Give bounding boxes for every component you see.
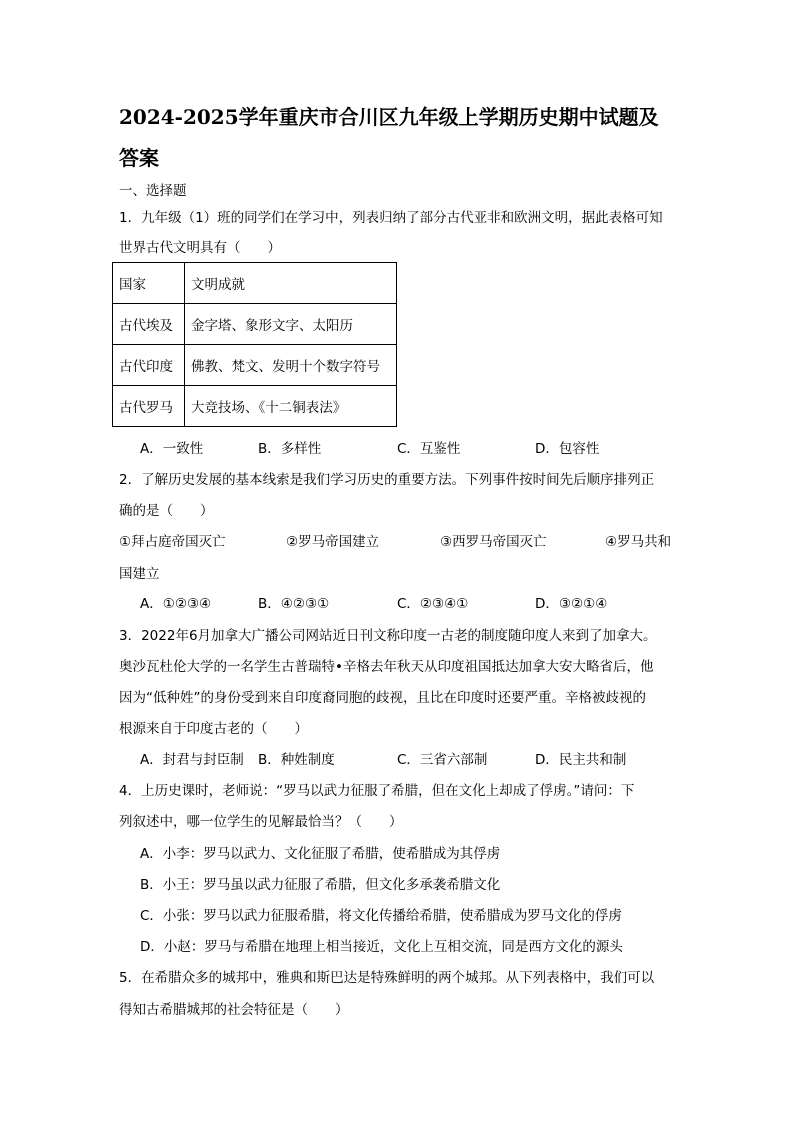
q3-option-b: B．种姓制度 xyxy=(258,752,335,768)
civilization-table xyxy=(112,262,397,427)
table-cell: 金字塔、象形文字、太阳历 xyxy=(185,304,397,345)
table-header-cell: 国家 xyxy=(113,263,185,304)
q3-option-d: D．民主共和制 xyxy=(535,752,627,768)
q2-option-a: A．①②③④ xyxy=(140,596,212,612)
table-cell: 古代印度 xyxy=(113,345,185,386)
q1-option-d: D．包容性 xyxy=(535,441,600,457)
q2-event-4-continued: 国建立 xyxy=(119,566,160,582)
table-cell: 大竞技场、《十二铜表法》 xyxy=(185,386,397,427)
q2-event-1: ①拜占庭帝国灭亡 xyxy=(119,534,226,550)
page-title: 2024-2025学年重庆市合川区九年级上学期历史期中试题及 xyxy=(119,105,659,129)
q2-option-c: C．②③④① xyxy=(397,596,469,612)
q2-event-2: ②罗马帝国建立 xyxy=(286,534,380,550)
table-header-row xyxy=(113,263,397,304)
section-heading: 一、选择题 xyxy=(119,183,187,199)
question-5-text-continued: 得知古希腊城邦的社会特征是（ ） xyxy=(119,1002,349,1018)
page-title-continued: 答案 xyxy=(119,146,159,170)
q2-option-d: D．③②①④ xyxy=(535,596,608,612)
q2-event-3: ③西罗马帝国灭亡 xyxy=(440,534,547,550)
question-4-text: 4．上历史课时，老师说：“罗马以武力征服了希腊，但在文化上却成了俘虏。”请问：下 xyxy=(119,783,635,799)
question-2-text: 2．了解历史发展的基本线索是我们学习历史的重要方法。下列事件按时间先后顺序排列正 xyxy=(119,472,655,488)
question-3-text: 3．2022年6月加拿大广播公司网站近日刊文称印度一古老的制度随印度人来到了加拿大。 xyxy=(119,628,657,644)
question-3-text-line-4: 根源来自于印度古老的（ ） xyxy=(119,721,308,737)
table-cell: 古代罗马 xyxy=(113,386,185,427)
q3-option-a: A．封君与封臣制 xyxy=(140,752,244,768)
question-4-text-continued: 列叙述中，哪一位学生的见解最恰当？（ ） xyxy=(119,814,403,830)
q4-option-a: A．小李：罗马以武力、文化征服了希腊，使希腊成为其俘虏 xyxy=(140,846,501,862)
q3-option-c: C．三省六部制 xyxy=(397,752,488,768)
question-1-text: 1．九年级（1）班的同学们在学习中，列表归纳了部分古代亚非和欧洲文明，据此表格可知 xyxy=(119,210,663,226)
q4-option-d: D．小赵：罗马与希腊在地理上相当接近，文化上互相交流，同是西方文化的源头 xyxy=(140,939,623,955)
q1-option-c: C．互鉴性 xyxy=(397,441,461,457)
table-row xyxy=(113,304,397,345)
question-1-text-continued: 世界古代文明具有（ ） xyxy=(119,240,281,256)
question-5-text: 5．在希腊众多的城邦中，雅典和斯巴达是特殊鲜明的两个城邦。从下列表格中，我们可以 xyxy=(119,970,655,986)
question-3-text-line-3: 因为“低种姓”的身份受到来自印度裔同胞的歧视，且比在印度时还要严重。辛格被歧视的 xyxy=(119,690,646,706)
table-cell: 佛教、梵文、发明十个数字符号 xyxy=(185,345,397,386)
q4-option-c: C．小张：罗马以武力征服希腊，将文化传播给希腊，使希腊成为罗马文化的俘虏 xyxy=(140,908,622,924)
question-2-text-continued: 确的是（ ） xyxy=(119,503,214,519)
q2-event-4: ④罗马共和 xyxy=(605,534,672,550)
table-cell: 古代埃及 xyxy=(113,304,185,345)
table-row xyxy=(113,345,397,386)
q4-option-b: B．小王：罗马虽以武力征服了希腊，但文化多承袭希腊文化 xyxy=(140,877,501,893)
q1-option-a: A．一致性 xyxy=(140,441,204,457)
table-header-cell: 文明成就 xyxy=(185,263,397,304)
question-3-text-line-2: 奥沙瓦杜伦大学的一名学生古普瑞特•辛格去年秋天从印度祖国抵达加拿大安大略省后，他 xyxy=(119,659,654,675)
q2-option-b: B．④②③① xyxy=(258,596,330,612)
q1-option-b: B．多样性 xyxy=(258,441,322,457)
table-row xyxy=(113,386,397,427)
